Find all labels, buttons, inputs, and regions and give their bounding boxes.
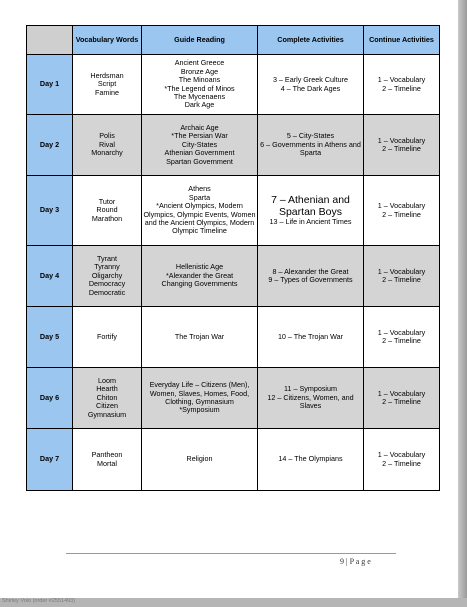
watermark: Shirley Volo (order #2551493) xyxy=(2,598,76,604)
page-number-value: 9 xyxy=(340,557,344,566)
header-guide-reading: Guide Reading xyxy=(142,26,258,55)
cell-complete xyxy=(258,176,364,246)
header-complete-activities: Complete Activities xyxy=(258,26,364,55)
guide-item: Religion xyxy=(186,454,213,464)
cell-vocab xyxy=(73,429,142,491)
guide-item: Everyday Life – Citizens (Men), Women, Slaves, Homes, Food, Clothing, Gymnasium xyxy=(149,380,250,406)
continue-item: 1 – Vocabulary xyxy=(377,327,426,337)
day-row xyxy=(27,246,440,307)
cell-vocab xyxy=(73,246,142,307)
vocab-item: Pantheon xyxy=(91,450,123,460)
vocab-item: Marathon xyxy=(91,213,123,223)
complete-item: 9 – Types of Governments xyxy=(268,275,353,284)
continue-item: 2 – Timeline xyxy=(382,336,421,345)
cell-guide xyxy=(142,307,258,368)
cell-continue xyxy=(364,246,440,307)
guide-item: Spartan Government xyxy=(166,156,233,166)
lesson-schedule-table xyxy=(26,25,440,491)
day-row xyxy=(27,115,440,176)
cell-guide xyxy=(142,176,258,246)
guide-item: *The Legend of Minos xyxy=(164,83,235,93)
cell-guide xyxy=(142,368,258,429)
complete-item: 13 – Life in Ancient Times xyxy=(269,217,352,227)
guide-item: The Minoans xyxy=(178,75,221,85)
day-label: Day 4 xyxy=(27,246,73,307)
complete-item: 5 – City-States xyxy=(286,131,335,141)
activity-highlight: 7 – Athenian and Spartan Boys xyxy=(271,194,350,219)
cell-continue xyxy=(364,115,440,176)
guide-item: Sparta xyxy=(188,192,211,202)
cell-complete xyxy=(258,55,364,115)
guide-item: *Alexander the Great xyxy=(165,270,234,280)
page-edge-shadow xyxy=(458,0,467,607)
header-row xyxy=(27,26,440,55)
continue-item: 1 – Vocabulary xyxy=(377,135,426,145)
vocab-item: Citizen xyxy=(96,401,118,411)
guide-item: The Trojan War xyxy=(174,331,225,341)
corner-cell xyxy=(27,26,73,55)
page-number-label: | P a g e xyxy=(346,557,371,566)
day-label: Day 3 xyxy=(27,176,73,246)
cell-vocab xyxy=(73,55,142,115)
cell-complete xyxy=(258,246,364,307)
continue-item: 1 – Vocabulary xyxy=(377,266,426,276)
vocab-item: Monarchy xyxy=(91,148,123,158)
cell-vocab xyxy=(73,115,142,176)
cell-guide xyxy=(142,429,258,491)
cell-guide xyxy=(142,115,258,176)
cell-vocab xyxy=(73,176,142,246)
cell-continue xyxy=(364,176,440,246)
vocab-item: Democracy xyxy=(88,279,126,289)
cell-continue xyxy=(364,429,440,491)
vocab-item: Tyrant xyxy=(97,253,117,263)
guide-item: Dark Age xyxy=(184,100,215,110)
complete-item: 10 – The Trojan War xyxy=(277,331,344,341)
continue-item: 1 – Vocabulary xyxy=(377,450,426,460)
continue-item: 1 – Vocabulary xyxy=(377,201,426,211)
header-vocabulary-words: Vocabulary Words xyxy=(73,26,142,55)
complete-item: 4 – The Dark Ages xyxy=(280,83,341,93)
footer-rule xyxy=(66,553,396,554)
guide-item: City-States xyxy=(181,139,218,149)
day-label: Day 2 xyxy=(27,115,73,176)
vocab-item: Polis xyxy=(99,131,115,141)
continue-item: 2 – Timeline xyxy=(382,275,421,284)
day-row xyxy=(27,176,440,246)
vocab-item: Mortal xyxy=(97,458,117,468)
vocab-item: Oligarchy xyxy=(91,270,123,280)
guide-item: *Ancient Olympics, Modern Olympics, Olympic Events, Women and the Ancient Olympics, Modern Olympic Timeline xyxy=(143,201,256,236)
guide-item: Archaic Age xyxy=(180,122,219,132)
complete-item: 14 – The Olympians xyxy=(278,454,343,464)
schedule-body xyxy=(27,55,440,491)
continue-item: 2 – Timeline xyxy=(382,458,421,468)
continue-item: 1 – Vocabulary xyxy=(377,75,426,85)
day-label: Day 5 xyxy=(27,307,73,368)
cell-continue xyxy=(364,368,440,429)
cell-complete xyxy=(258,429,364,491)
complete-item: 3 – Early Greek Culture xyxy=(272,75,349,85)
vocab-item: Democratic xyxy=(88,287,126,297)
vocab-item: Tutor xyxy=(98,196,116,206)
vocab-item: Tyranny xyxy=(94,262,120,272)
day-label: Day 6 xyxy=(27,368,73,429)
complete-item: 8 – Alexander the Great xyxy=(272,266,349,276)
cell-vocab xyxy=(73,368,142,429)
vocab-item: Rival xyxy=(99,139,115,149)
vocab-item: Herdsman xyxy=(90,70,124,80)
guide-item: *The Persian War xyxy=(171,131,228,141)
complete-item: 6 – Governments in Athens and Sparta xyxy=(260,139,361,158)
continue-item: 2 – Timeline xyxy=(382,209,421,219)
continue-item: 2 – Timeline xyxy=(382,83,421,93)
guide-item: Bronze Age xyxy=(180,66,219,76)
guide-item: Athens xyxy=(188,184,211,194)
continue-item: 2 – Timeline xyxy=(382,397,421,406)
continue-item: 1 – Vocabulary xyxy=(377,388,426,398)
page-number xyxy=(340,557,400,566)
vocab-item: Gymnasium xyxy=(87,409,127,419)
cell-complete xyxy=(258,307,364,368)
guide-item: Ancient Greece xyxy=(174,58,225,68)
day-row xyxy=(27,307,440,368)
cell-guide xyxy=(142,55,258,115)
continue-item: 2 – Timeline xyxy=(382,144,421,153)
cell-complete xyxy=(258,115,364,176)
complete-item: 12 – Citizens, Women, and Slaves xyxy=(267,392,354,411)
cell-continue xyxy=(364,307,440,368)
guide-item: Athenian Government xyxy=(164,148,235,158)
vocab-item: Fortify xyxy=(97,331,117,341)
vocab-item: Chiton xyxy=(96,392,118,402)
day-row xyxy=(27,55,440,115)
vocab-item: Hearth xyxy=(96,384,118,394)
day-row xyxy=(27,429,440,491)
day-row xyxy=(27,368,440,429)
cell-guide xyxy=(142,246,258,307)
cell-continue xyxy=(364,55,440,115)
header-continue-activities: Continue Activities xyxy=(364,26,440,55)
vocab-item: Famine xyxy=(95,87,119,97)
vocab-item: Round xyxy=(96,205,118,215)
day-label: Day 7 xyxy=(27,429,73,491)
cell-complete xyxy=(258,368,364,429)
guide-item: Changing Governments xyxy=(161,279,238,289)
guide-item: The Mycenaens xyxy=(173,91,226,101)
vocab-item: Script xyxy=(97,79,117,89)
day-label: Day 1 xyxy=(27,55,73,115)
cell-vocab xyxy=(73,307,142,368)
guide-item: *Symposium xyxy=(179,405,220,415)
vocab-item: Loom xyxy=(98,375,116,385)
guide-item: Hellenistic Age xyxy=(175,262,224,272)
complete-item: 11 – Symposium xyxy=(284,384,337,394)
